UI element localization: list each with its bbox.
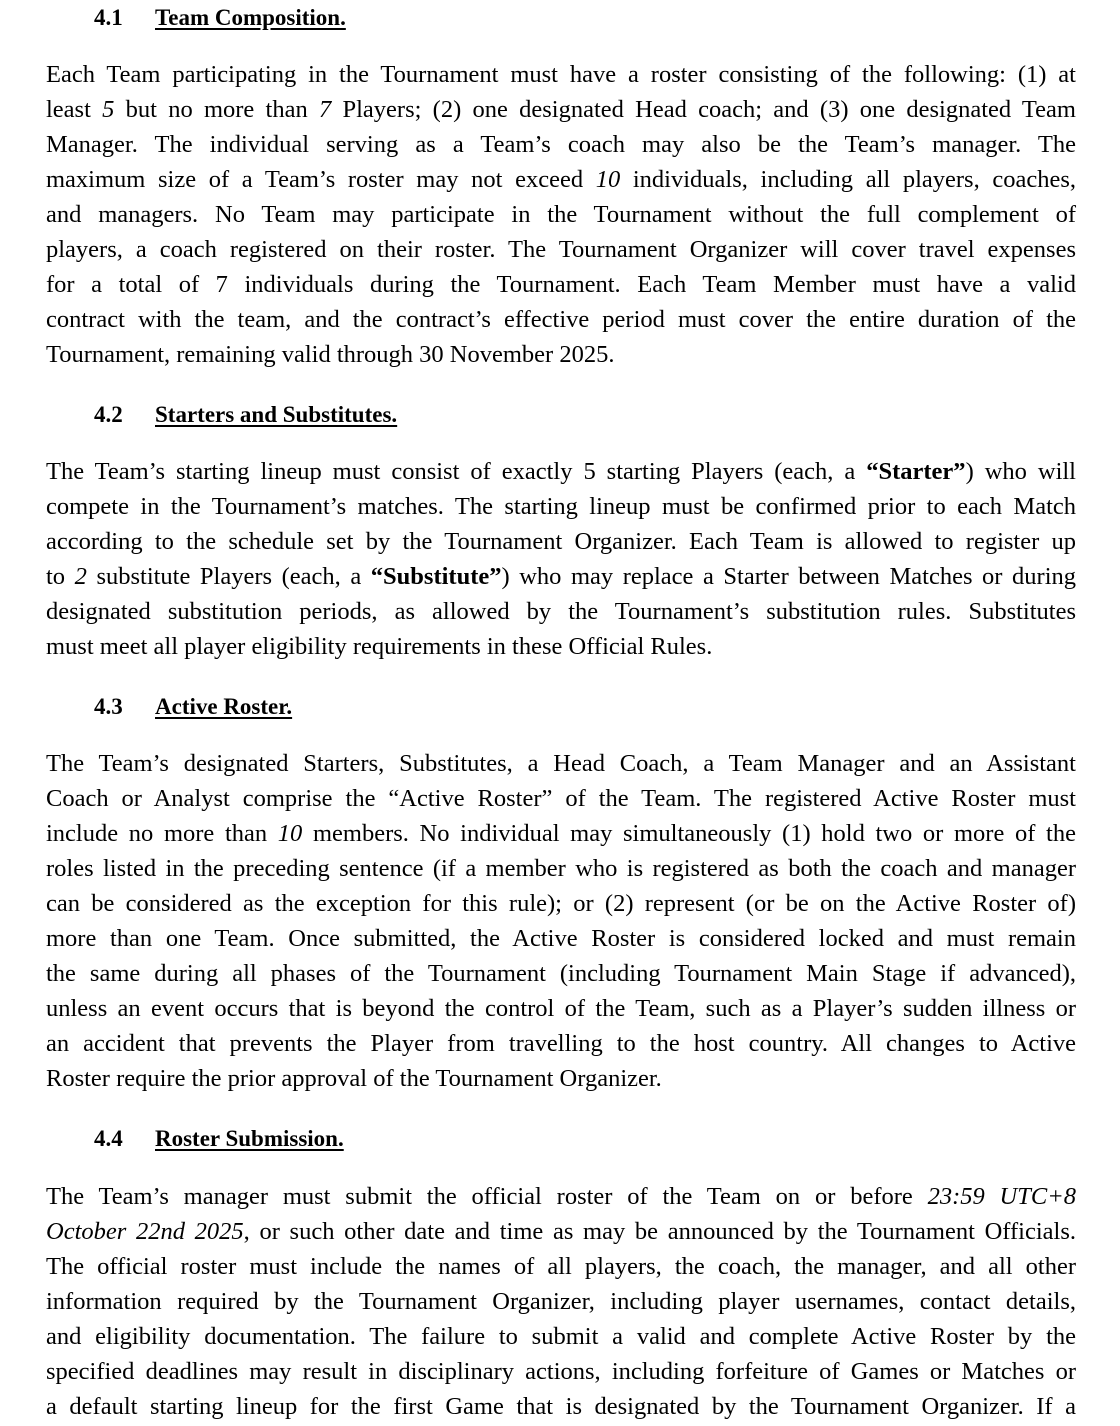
text-run: Each Team participating in the Tournament must have a roster consisting of the following: (1) at xyxy=(46,61,1076,88)
defined-term: “Substitute” xyxy=(370,563,502,590)
paragraph-line xyxy=(46,991,1076,1026)
text-run: substitute Players (each, a xyxy=(86,563,371,590)
paragraph-line xyxy=(46,1284,1076,1319)
paragraph-line xyxy=(46,197,1076,232)
text-run: information required by the Tournament Organizer, including player usernames, contact details, xyxy=(46,1288,1076,1315)
paragraph-line xyxy=(46,816,1076,851)
emphasized-text: October 22nd 2025 xyxy=(46,1218,244,1245)
section-title: Team Composition. xyxy=(155,5,346,30)
paragraph-line xyxy=(46,454,1076,489)
paragraph-line xyxy=(46,594,1076,629)
paragraph-line xyxy=(46,162,1076,197)
text-run: ) who may replace a Starter between Matches or during xyxy=(501,563,1076,590)
text-run: The Team’s designated Starters, Substitutes, a Head Coach, a Team Manager and an Assistant xyxy=(46,750,1076,777)
text-run: designated substitution periods, as allowed by the Tournament’s substitution rules. Substitutes xyxy=(46,598,1076,625)
paragraph-line xyxy=(46,1389,1076,1424)
section-body-4-1 xyxy=(46,57,1076,372)
paragraph-line xyxy=(46,559,1076,594)
text-run: and managers. No Team may participate in the Tournament without the full complement of xyxy=(46,201,1076,228)
text-run: Coach or Analyst comprise the “Active Roster” of the Team. The registered Active Roster must xyxy=(46,785,1076,812)
text-run: for a total of 7 individuals during the Tournament. Each Team Member must have a valid xyxy=(46,271,1076,298)
paragraph-line xyxy=(46,1354,1076,1389)
text-run: The Team’s starting lineup must consist of exactly 5 starting Players (each, a xyxy=(46,458,867,485)
text-run: to xyxy=(46,563,75,590)
section-number: 4.1 xyxy=(94,5,123,30)
text-run: Roster require the prior approval of the Tournament Organizer. xyxy=(46,1065,662,1092)
section-heading-4-1 xyxy=(94,4,346,32)
text-run: The Team’s manager must submit the official roster of the Team on or before xyxy=(46,1183,928,1210)
paragraph-line xyxy=(46,1179,1076,1214)
emphasized-text: 2 xyxy=(74,563,87,590)
text-run: compete in the Tournament’s matches. The starting lineup must be confirmed prior to each Match xyxy=(46,493,1076,520)
text-run: can be considered as the exception for this rule); or (2) represent (or be on the Active Roster of) xyxy=(46,890,1076,917)
section-title: Roster Submission. xyxy=(155,1126,344,1151)
emphasized-text: 10 xyxy=(595,166,621,193)
section-number: 4.4 xyxy=(94,1126,123,1151)
text-run: individuals, including all players, coaches, xyxy=(620,166,1076,193)
text-run: but no more than xyxy=(114,96,319,123)
paragraph-line xyxy=(46,267,1076,302)
section-heading-4-3 xyxy=(94,693,292,721)
emphasized-text: 23:59 UTC+8 xyxy=(927,1183,1076,1210)
paragraph-line xyxy=(46,629,1076,664)
section-number: 4.2 xyxy=(94,402,123,427)
section-heading-4-4 xyxy=(94,1125,344,1153)
section-body-4-3 xyxy=(46,746,1076,1096)
paragraph-line xyxy=(46,57,1076,92)
text-run: according to the schedule set by the Tournament Organizer. Each Team is allowed to register up xyxy=(46,528,1076,555)
text-run: an accident that prevents the Player from travelling to the host country. All changes to Active xyxy=(46,1030,1076,1057)
text-run: ) who will xyxy=(965,458,1076,485)
text-run: include no more than xyxy=(46,820,278,847)
paragraph-line xyxy=(46,886,1076,921)
section-body-4-2 xyxy=(46,454,1076,664)
text-run: a default starting lineup for the first Game that is designated by the Tournament Organizer. If a xyxy=(46,1393,1076,1420)
section-title: Active Roster. xyxy=(155,694,293,719)
paragraph-line xyxy=(46,746,1076,781)
paragraph-line xyxy=(46,1026,1076,1061)
text-run: and eligibility documentation. The failure to submit a valid and complete Active Roster by the xyxy=(46,1323,1076,1350)
paragraph-line xyxy=(46,337,1076,372)
paragraph-line xyxy=(46,92,1076,127)
text-run: members. No individual may simultaneously (1) hold two or more of the xyxy=(302,820,1076,847)
paragraph-line xyxy=(46,127,1076,162)
text-run: The official roster must include the names of all players, the coach, the manager, and all other xyxy=(46,1253,1076,1280)
text-run: , or such other date and time as may be announced by the Tournament Officials. xyxy=(243,1218,1076,1245)
paragraph-line xyxy=(46,524,1076,559)
paragraph-line xyxy=(46,489,1076,524)
paragraph-line xyxy=(46,1249,1076,1284)
defined-term: “Starter” xyxy=(866,458,966,485)
text-run: unless an event occurs that is beyond the control of the Team, such as a Player’s sudden illness or xyxy=(46,995,1076,1022)
section-title: Starters and Substitutes. xyxy=(155,402,398,427)
text-run: must meet all player eligibility requirements in these Official Rules. xyxy=(46,633,713,660)
paragraph-line xyxy=(46,956,1076,991)
text-run: the same during all phases of the Tournament (including Tournament Main Stage if advanced), xyxy=(46,960,1076,987)
text-run: more than one Team. Once submitted, the Active Roster is considered locked and must remain xyxy=(46,925,1076,952)
emphasized-text: 5 xyxy=(102,96,115,123)
text-run: least xyxy=(46,96,103,123)
section-body-4-4 xyxy=(46,1179,1076,1424)
paragraph-line xyxy=(46,302,1076,337)
text-run: players, a coach registered on their roster. The Tournament Organizer will cover travel expenses xyxy=(46,236,1076,263)
paragraph-line xyxy=(46,851,1076,886)
paragraph-line xyxy=(46,1214,1076,1249)
text-run: Tournament, remaining valid through 30 November 2025. xyxy=(46,341,615,368)
emphasized-text: 10 xyxy=(277,820,303,847)
text-run: maximum size of a Team’s roster may not exceed xyxy=(46,166,596,193)
text-run: Manager. The individual serving as a Team’s coach may also be the Team’s manager. The xyxy=(46,131,1076,158)
text-run: roles listed in the preceding sentence (if a member who is registered as both the coach and manager xyxy=(46,855,1076,882)
text-run: Players; (2) one designated Head coach; and (3) one designated Team xyxy=(331,96,1076,123)
section-heading-4-2 xyxy=(94,401,397,429)
paragraph-line xyxy=(46,1319,1076,1354)
emphasized-text: 7 xyxy=(319,96,332,123)
paragraph-line xyxy=(46,232,1076,267)
paragraph-line xyxy=(46,921,1076,956)
section-number: 4.3 xyxy=(94,694,123,719)
paragraph-line xyxy=(46,1061,1076,1096)
text-run: specified deadlines may result in disciplinary actions, including forfeiture of Games or Matches or xyxy=(46,1358,1076,1385)
paragraph-line xyxy=(46,781,1076,816)
text-run: contract with the team, and the contract’s effective period must cover the entire duration of the xyxy=(46,306,1076,333)
